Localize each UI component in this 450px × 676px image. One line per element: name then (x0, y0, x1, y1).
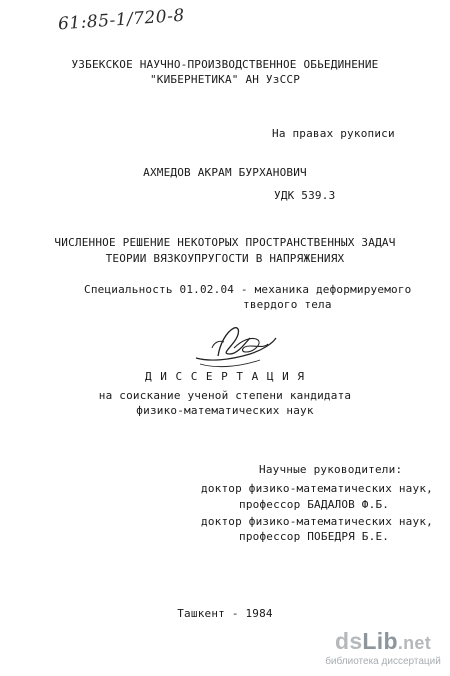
advisor-1-degree: доктор физико-математических наук, (201, 482, 433, 495)
dslib-watermark (318, 629, 448, 667)
watermark-subtitle: библиотека диссертаций (325, 656, 441, 667)
udk-code: УДК 539.3 (274, 189, 336, 202)
organization-line-1: УЗБЕКСКОЕ НАУЧНО-ПРОИЗВОДСТВЕННОЕ ОБЬЕДИНЕНИЕ (71, 58, 379, 71)
degree-purpose-line-1: на соискание ученой степени кандидата (98, 389, 352, 402)
dslib-logo: dsLib.net (334, 628, 432, 654)
advisor-2-name: профессор ПОБЕДРЯ Б.Е. (239, 530, 390, 543)
dissertation-title-line-2: ТЕОРИИ ВЯЗКОУПРУГОСТИ В НАПРЯЖЕНИЯХ (105, 252, 345, 265)
dissertation-title-line-1: ЧИСЛЕННОЕ РЕШЕНИЕ НЕКОТОРЫХ ПРОСТРАНСТВЕННЫХ ЗАДАЧ (54, 236, 396, 249)
specialty-line-2: твердого тела (243, 298, 332, 311)
advisor-1-name: профессор БАДАЛОВ Ф.Б. (239, 498, 390, 511)
specialty-line-1: Специальность 01.02.04 - механика деформируемого (84, 283, 412, 296)
city-and-year: Ташкент - 1984 (177, 607, 273, 620)
organization-line-2: "КИБЕРНЕТИКА" АН УзССР (149, 73, 301, 86)
author-signature (190, 318, 280, 376)
advisor-2-degree: доктор физико-математических наук, (201, 515, 433, 528)
document-type: Д И С С Е Р Т А Ц И Я (144, 370, 306, 383)
author-name: АХМЕДОВ АКРАМ БУРХАНОВИЧ (143, 166, 307, 179)
degree-purpose-line-2: физико-математических наук (136, 404, 314, 417)
handwritten-catalog-code: 61:85-1/720-8 (57, 5, 186, 35)
advisors-heading: Научные руководители: (259, 463, 403, 476)
manuscript-rights-note: На правах рукописи (272, 127, 395, 140)
